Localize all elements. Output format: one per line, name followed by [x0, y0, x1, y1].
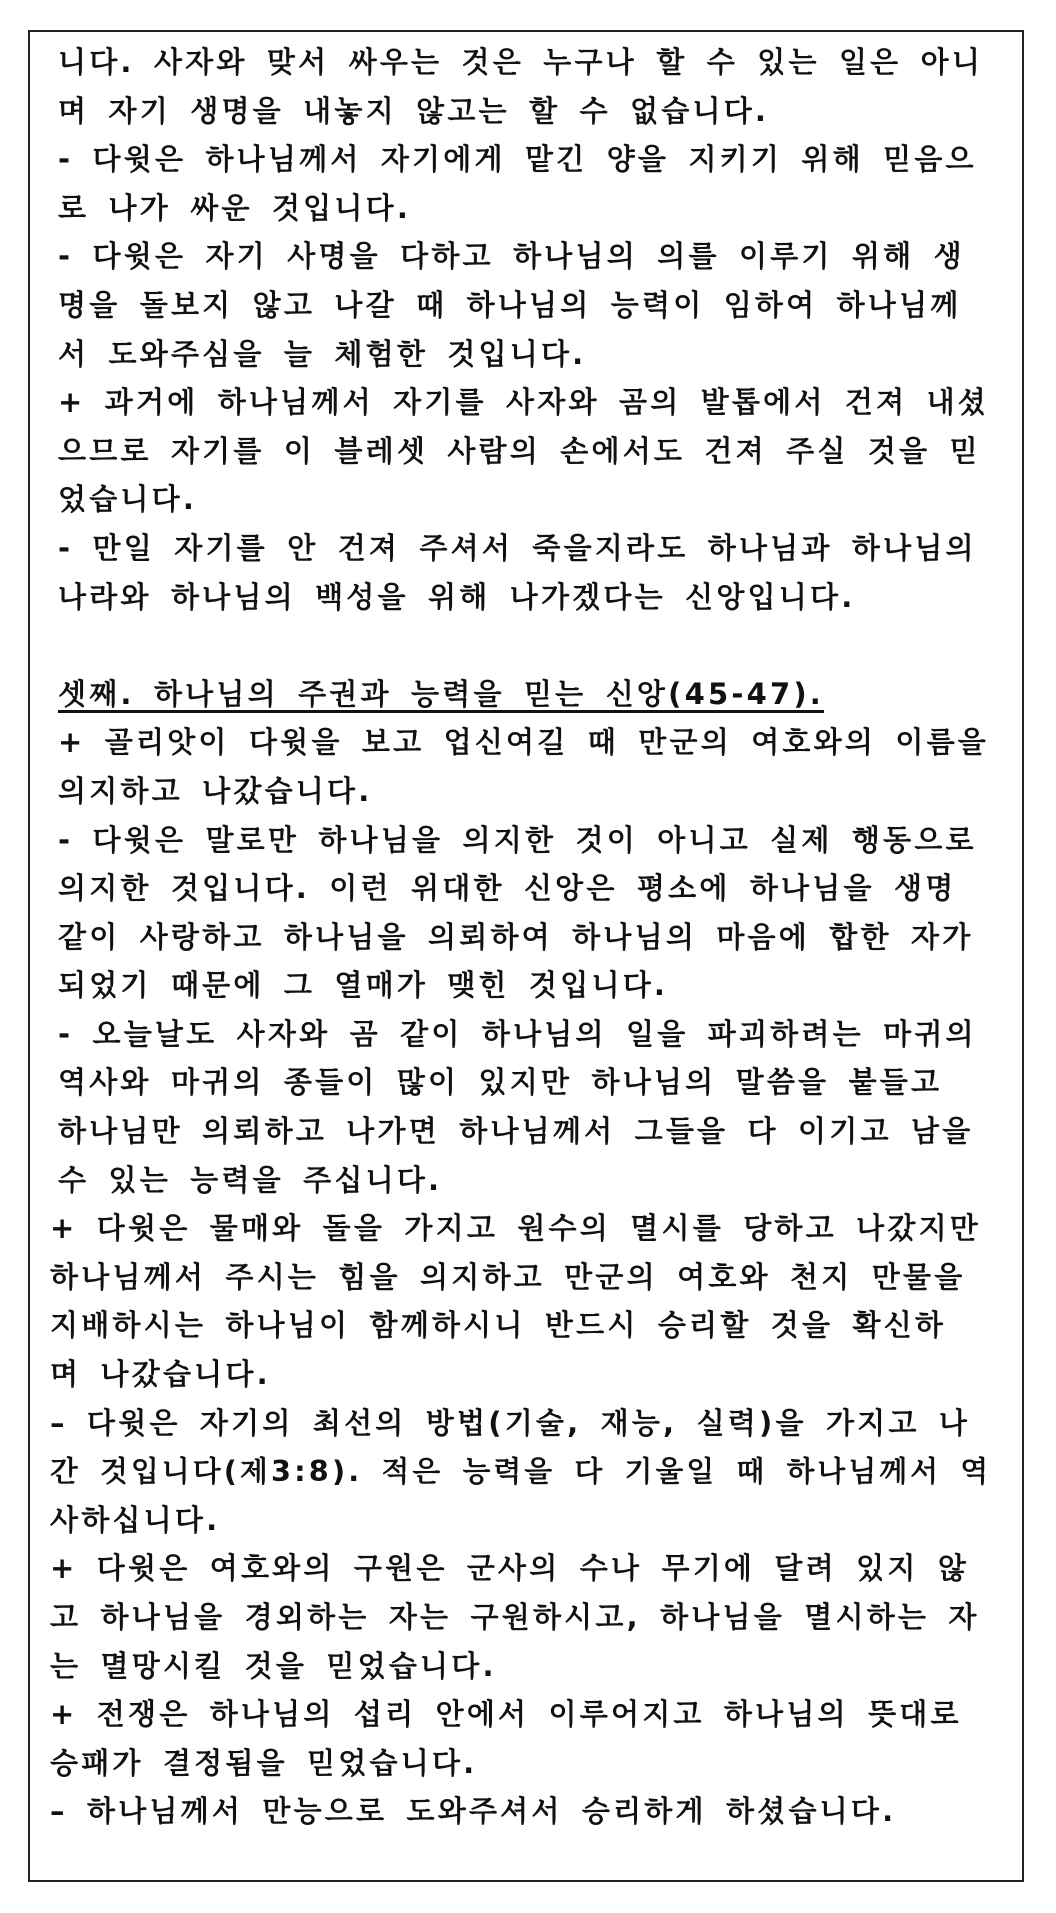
text-line: 하나님께서 주시는 힘을 의지하고 만군의 여호와 천지 만물을 — [50, 1259, 966, 1294]
text-line: 사하십니다. — [50, 1502, 221, 1537]
text-line: 의지하고 나갔습니다. — [58, 773, 373, 808]
text-line: - 만일 자기를 안 건져 주셔서 죽을지라도 하나님과 하나님의 — [58, 530, 977, 565]
text-line: 되었기 때문에 그 열매가 맺힌 것입니다. — [58, 968, 669, 1003]
text-line: 하나님만 의뢰하고 나가면 하나님께서 그들을 다 이기고 남을 — [58, 1114, 974, 1149]
text-line: - 다윗은 자기 사명을 다하고 하나님의 의를 이루기 위해 생 — [58, 239, 965, 274]
text-line: + 다윗은 물매와 돌을 가지고 원수의 멸시를 당하고 나갔지만 — [50, 1211, 982, 1246]
text-line: - 다윗은 말로만 하나님을 의지한 것이 아니고 실제 행동으로 — [58, 822, 977, 857]
text-line: 나라와 하나님의 백성을 위해 나가겠다는 신앙입니다. — [58, 579, 856, 614]
text-line: 지배하시는 하나님이 함께하시니 반드시 승리할 것을 확신하 — [50, 1308, 947, 1343]
text-line: 역사와 마귀의 종들이 많이 있지만 하나님의 말씀을 붙들고 — [58, 1065, 943, 1100]
document-body — [50, 38, 1008, 1836]
paragraph-gap — [58, 621, 1008, 670]
text-line: 서 도와주심을 늘 체험한 것입니다. — [58, 336, 587, 371]
text-line: 간 것입니다(제3:8). 적은 능력을 다 기울일 때 하나님께서 역 — [50, 1454, 992, 1489]
text-line: 었습니다. — [58, 482, 198, 517]
text-line: 으므로 자기를 이 블레셋 사람의 손에서도 건져 주실 것을 믿 — [58, 433, 981, 468]
text-line: – 다윗은 자기의 최선의 방법(기술, 재능, 실력)을 가지고 나 — [50, 1405, 971, 1440]
text-line: + 전쟁은 하나님의 섭리 안에서 이루어지고 하나님의 뜻대로 — [50, 1697, 962, 1732]
text-line: 는 멸망시킬 것을 믿었습니다. — [50, 1648, 497, 1683]
text-line: 같이 사랑하고 하나님을 의뢰하여 하나님의 마음에 합한 자가 — [58, 919, 974, 954]
text-line: 수 있는 능력을 주십니다. — [58, 1162, 443, 1197]
text-line: 고 하나님을 경외하는 자는 구원하시고, 하나님을 멸시하는 자 — [50, 1600, 980, 1634]
section-heading: 셋째. 하나님의 주권과 능력을 믿는 신앙(45-47). — [58, 676, 824, 711]
text-line: + 과거에 하나님께서 자기를 사자와 곰의 발톱에서 건져 내셨 — [58, 385, 990, 420]
text-line: - 다윗은 하나님께서 자기에게 맡긴 양을 지키기 위해 믿음으 — [58, 142, 977, 177]
text-line: + 다윗은 여호와의 구원은 군사의 수나 무기에 달려 있지 않 — [50, 1551, 970, 1586]
text-line: 의지한 것입니다. 이런 위대한 신앙은 평소에 하나님을 생명 — [58, 871, 957, 906]
text-line: 명을 돌보지 않고 나갈 때 하나님의 능력이 임하여 하나님께 — [58, 287, 962, 322]
text-line: 승패가 결정됨을 믿었습니다. — [50, 1745, 478, 1780]
text-line: + 골리앗이 다윗을 보고 업신여길 때 만군의 여호와의 이름을 — [58, 725, 990, 760]
text-line: 니다. 사자와 맞서 싸우는 것은 누구나 할 수 있는 일은 아니 — [58, 45, 984, 79]
text-line: 며 나갔습니다. — [50, 1357, 271, 1392]
text-line: - 오늘날도 사자와 곰 같이 하나님의 일을 파괴하려는 마귀의 — [58, 1016, 977, 1051]
text-line: – 하나님께서 만능으로 도와주셔서 승리하게 하셨습니다. — [50, 1794, 897, 1829]
text-line: 로 나가 싸운 것입니다. — [58, 190, 412, 225]
text-line: 며 자기 생명을 내놓지 않고는 할 수 없습니다. — [58, 93, 770, 128]
